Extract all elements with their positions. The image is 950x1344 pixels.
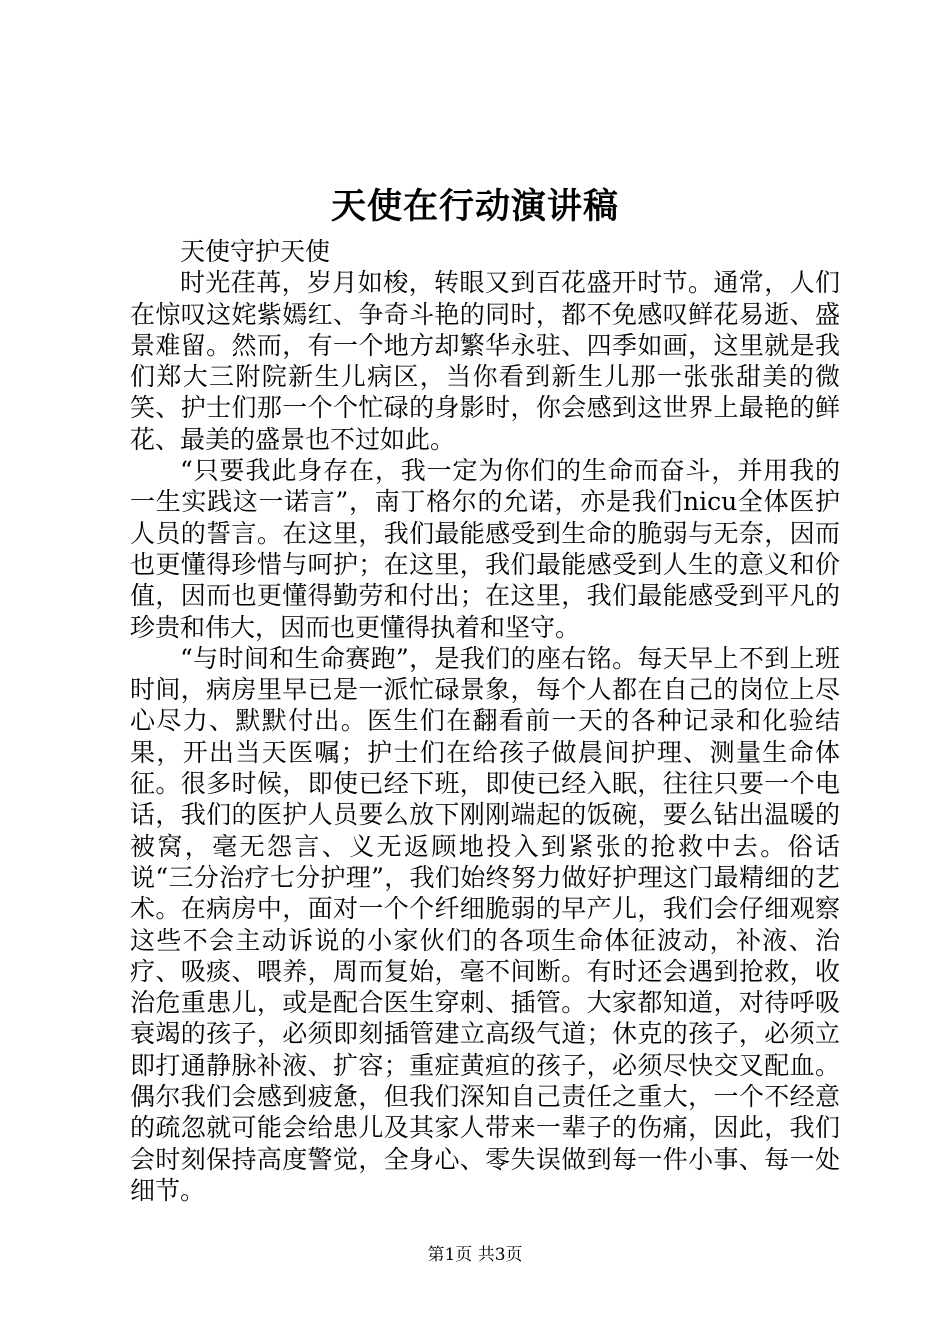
document-body (130, 236, 840, 1206)
paragraph-1: 时光荏苒，岁月如梭，转眼又到百花盛开时节。通常，人们在惊叹这姹紫嫣红、争奇斗艳的同时，都不免感叹鲜花易逝、盛景难留。然而，有一个地方却繁华永驻、四季如画，这里就是我们郑大三附院新生儿病区，当你看到新生儿那一张张甜美的微笑、护士们那一个个忙碌的身影时，你会感到这世界上最艳的鲜花、最美的盛景也不过如此。 (130, 268, 840, 454)
document-title: 天使在行动演讲稿 (330, 186, 619, 227)
paragraph-2: “只要我此身存在，我一定为你们的生命而奋斗，并用我的一生实践这一诺言”，南丁格尔的允诺，亦是我们nicu全体医护人员的誓言。在这里，我们最能感受到生命的脆弱与无奈，因而也更懂得珍惜与呵护；在这里，我们最能感受到人生的意义和价值，因而也更懂得勤劳和付出；在这里，我们最能感受到平凡的珍贵和伟大，因而也更懂得执着和坚守。 (130, 456, 840, 642)
page-number-footer: 第1页 共3页 (427, 1245, 523, 1265)
subtitle: 天使守护天使 (180, 237, 331, 266)
paragraph-3: “与时间和生命赛跑”，是我们的座右铭。每天早上不到上班时间，病房里早已是一派忙碌景象，每个人都在自己的岗位上尽心尽力、默默付出。医生们在翻看前一天的各种记录和化验结果，开出当天医嘱；护士们在给孩子做晨间护理、测量生命体征。很多时候，即使已经下班，即使已经入眠，往往只要一个电话，我们的医护人员要么放下刚刚端起的饭碗，要么钻出温暖的被窝，毫无怨言、义无返顾地投入到紧张的抢救中去。俗话说“三分治疗七分护理”，我们始终努力做好护理这门最精细的艺术。在病房中，面对一个个纤细脆弱的早产儿，我们会仔细观察这些不会主动诉说的小家伙们的各项生命体征波动，补液、治疗、吸痰、喂养，周而复始，毫不间断。有时还会遇到抢救，收治危重患儿，或是配合医生穿刺、插管。大家都知道，对待呼吸衰竭的孩子，必须即刻插管建立高级气道；休克的孩子，必须立即打通静脉补液、扩容；重症黄疸的孩子，必须尽快交叉配血。偶尔我们会感到疲惫，但我们深知自己责任之重大，一个不经意的疏忽就可能会给患儿及其家人带来一辈子的伤痛，因此，我们会时刻保持高度警觉，全身心、零失误做到每一件小事、每一处细节。 (130, 643, 840, 1205)
